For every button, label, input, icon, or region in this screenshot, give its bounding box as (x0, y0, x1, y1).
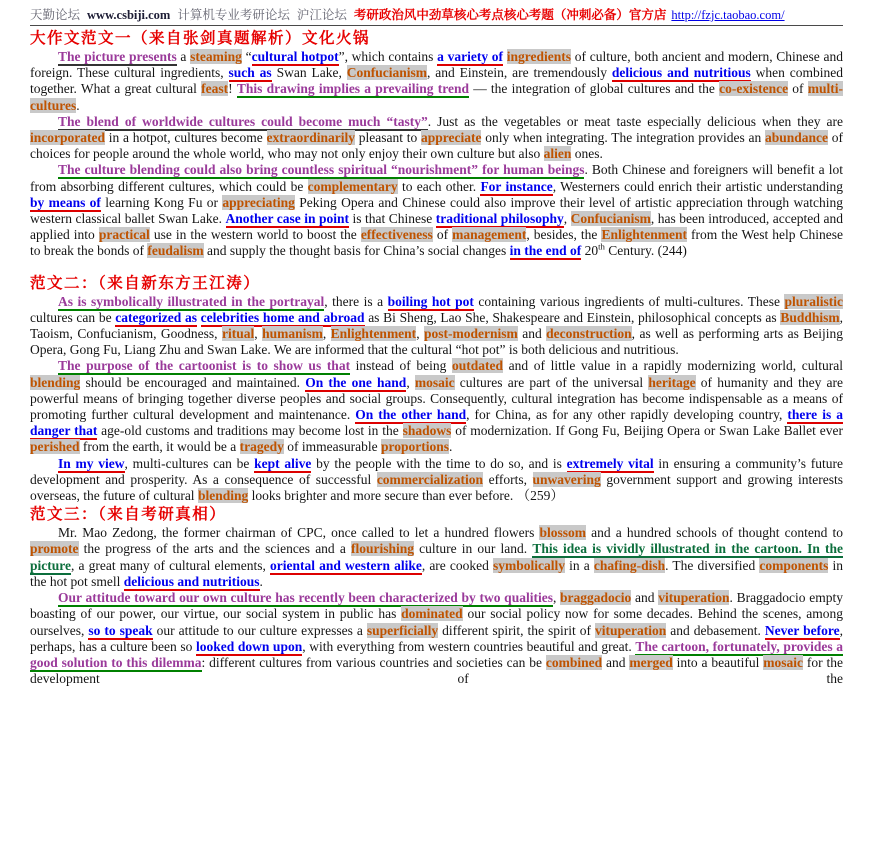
text-run: in the hot pot smell (30, 557, 843, 589)
text-run: , Westerners could enrich their artistic understanding (552, 178, 843, 194)
highlighted-keyword: vituperation (658, 590, 730, 606)
highlighted-keyword: post-modernism (424, 326, 518, 342)
section-heading: 大作文范文一（来自张剑真题解析）文化火锅 (30, 30, 371, 47)
text-run: only when integrating. The integration provides an (481, 130, 765, 146)
highlighted-keyword: feast (201, 81, 229, 97)
forum-link-cs-kaoyan: 计算机专业考研论坛 (177, 8, 290, 22)
text-run: of choices for people around the whole world, who may not only enjoy their own culture but also (30, 130, 844, 162)
forum-link-hujiang: 沪江论坛 (296, 8, 347, 22)
text-run: Peking Opera and Chinese could also improve their level of artistic appreciation through watching western classical ballet Swan Lake. (30, 194, 843, 227)
text-run: . The diversified (665, 557, 760, 573)
text-run: and (517, 326, 547, 342)
text-run: containing various ingredients of multi-cultures. These (473, 293, 785, 309)
taobao-shop-link[interactable]: http://fzjc.taobao.com/ (671, 8, 785, 22)
key-phrase: In my view (58, 455, 125, 471)
text-run: , perhaps, has a culture been so (30, 622, 844, 654)
text-run: , Taoism, Confucianism, Goodness, (30, 309, 844, 342)
text-run: is that Chinese (349, 211, 436, 227)
highlighted-keyword: practical (98, 227, 150, 243)
text-run: and (631, 590, 659, 606)
text-run: cultures are part of the universal (454, 374, 649, 390)
highlighted-keyword: pluralistic (784, 293, 843, 309)
highlighted-keyword: co-existence (719, 81, 789, 97)
text-run: by the people with the time to do so, and is (311, 455, 567, 471)
text-run: 20 (581, 243, 599, 259)
highlighted-keyword: abundance (764, 130, 829, 146)
highlighted-keyword: mosaic (414, 374, 455, 390)
highlighted-keyword: merged (629, 654, 673, 670)
key-phrase: there is a danger that (30, 407, 843, 439)
highlighted-keyword: perished (30, 439, 80, 455)
text-run: from the West help Chinese to break the bonds of (30, 227, 843, 259)
text-run: . (76, 97, 80, 113)
section-heading: 范文三：（来自考研真相） (30, 506, 227, 524)
text-run: , a great many of cultural elements, (71, 557, 270, 573)
key-phrase: On the one hand (305, 374, 407, 390)
text-run: : different cultures from various countries and societies can be (201, 654, 546, 670)
highlighted-keyword: chafing-dish (593, 557, 666, 573)
key-phrase: extremely vital (566, 455, 654, 471)
highlighted-keyword: alien (543, 146, 572, 162)
text-run: , (254, 326, 263, 342)
template-sentence: The blend of worldwide cultures could become much “tasty” (58, 113, 428, 129)
text-run: when combined together. What a great cultural (30, 65, 844, 97)
highlighted-keyword: braggadocio (560, 590, 632, 606)
highlighted-keyword: ingredients (506, 49, 572, 64)
text-run: Century. (244) (604, 243, 687, 259)
text-run: . (448, 439, 453, 455)
text-run: cultures can be (30, 309, 116, 325)
text-run: — the integration of global cultures and the (468, 81, 720, 97)
highlighted-keyword: proportions (380, 439, 449, 455)
highlighted-keyword: blending (30, 374, 81, 390)
text-run: , and Einstein, are tremendously (427, 65, 612, 81)
highlighted-keyword: extraordinarily (266, 130, 356, 146)
text-run: learning Kong Fu or (100, 194, 223, 210)
template-sentence: The culture blending could also bring countless spiritual “nourishment” for human beings (58, 162, 585, 178)
text-run: into a beautiful (672, 654, 764, 670)
text-run: , with everything from western countries beautiful and great. (302, 638, 636, 654)
text-run: Mr. Mao Zedong, the former chairman of CPC, once called to let a hundred flowers (58, 525, 540, 541)
key-phrase: looked down upon (195, 638, 303, 654)
key-phrase: For instance (480, 178, 553, 194)
text-run: ones. (571, 146, 603, 162)
key-phrase: cultural hotpot (251, 49, 339, 64)
superscript: th (598, 241, 605, 252)
paragraph (30, 114, 843, 163)
template-sentence: This drawing implies a prevailing trend (236, 81, 469, 97)
key-phrase: Another case in point (225, 211, 349, 227)
text-run: , for China, as for any other rapidly developing country, (466, 407, 788, 423)
text-run: use in the western world to boost the (149, 227, 361, 243)
highlighted-keyword: appreciate (420, 130, 482, 146)
text-run: of modernization. If Gong Fu, Beijing Opera or Swan Lake Ballet ever (451, 423, 843, 439)
highlighted-keyword: commercialization (376, 471, 484, 487)
key-phrase: On the other hand (355, 407, 467, 423)
highlighted-keyword: Confucianism (570, 211, 651, 227)
blank-line (30, 260, 843, 273)
page-header (30, 8, 843, 26)
text-run: pleasant to (355, 130, 421, 146)
key-phrase: such as (228, 65, 272, 81)
highlighted-keyword: superficially (366, 622, 439, 638)
paragraph (30, 525, 843, 590)
highlighted-keyword: combined (545, 654, 603, 670)
text-run: age-old customs and traditions may become lost in the (97, 423, 403, 439)
text-run: , (563, 211, 571, 227)
highlighted-keyword: effectiveness (360, 227, 433, 243)
highlighted-keyword: blending (197, 488, 249, 504)
text-run: instead of being (350, 358, 453, 374)
highlighted-keyword: Confucianism (346, 65, 427, 81)
text-run: as Bi Sheng, Lao She, Shakespeare and Einstein, philosophical concepts as (364, 309, 781, 325)
paragraph (30, 162, 843, 259)
key-phrase: by means of (30, 194, 101, 210)
highlighted-keyword: Enlightenment (330, 326, 417, 342)
highlighted-keyword: promote (30, 541, 79, 557)
text-run: , has been introduced, accepted and applied into (30, 211, 843, 243)
highlighted-keyword: multi-cultures (30, 81, 844, 113)
paragraph (30, 456, 843, 505)
paragraph (30, 358, 843, 455)
paragraph (30, 590, 843, 687)
text-run: in a (565, 557, 594, 573)
highlighted-keyword: management (452, 227, 527, 243)
text-run: to each other. (397, 178, 481, 194)
highlighted-keyword: vituperation (595, 622, 667, 638)
highlighted-keyword: blossom (539, 525, 586, 541)
text-run: , (406, 374, 415, 390)
text-run: . Braggadocio empty boasting of our power, our virtue, our social system in public has (30, 590, 843, 622)
text-run: . Both Chinese and foreigners will benefit a lot from absorbing different cultures, which could be (30, 162, 843, 194)
highlighted-keyword: dominated (401, 606, 463, 622)
text-run: our social policy now for some decades. Behind the scenes, among ourselves, (30, 606, 843, 638)
paragraph (30, 294, 843, 359)
text-run: of culture, both ancient and modern, Chinese and foreign. These cultural ingredients, (30, 49, 843, 81)
text-run: should be encouraged and maintained. (80, 374, 306, 390)
highlighted-keyword: mosaic (763, 654, 804, 670)
text-run: , besides, the (526, 227, 602, 243)
text-run: efforts, (483, 471, 533, 487)
text-run: and supply the thought basis for China’s social changes (203, 243, 510, 259)
section-heading: 范文二：（来自新东方王江涛） (30, 274, 261, 292)
highlighted-keyword: feudalism (147, 243, 204, 259)
text-run: , as well as performing arts as Beijing Opera, Gong Fu, Liang Zhu and Swan Lake. We are informed that the cultural “hot pot” is both delicious and nutritious. (30, 326, 844, 358)
text-run: and a hundred schools of thought contend to (585, 525, 843, 541)
key-phrase: boiling hot pot (387, 293, 474, 309)
text-run: and debasement. (666, 622, 765, 638)
text-run: , (552, 590, 561, 606)
text-run: from the earth, it would be a (79, 439, 240, 455)
highlighted-keyword: tragedy (239, 439, 284, 455)
highlighted-keyword: steaming (190, 49, 242, 64)
template-sentence: Our attitude toward our own culture has recently been characterized by two qualities (58, 590, 553, 606)
text-run: ”, which contains (338, 49, 438, 64)
text-run: . Just as the vegetables or meat taste especially delicious when they are (427, 113, 843, 129)
text-run: Swan Lake, (271, 65, 347, 81)
text-run: . (259, 573, 263, 589)
highlighted-keyword: Buddhism (780, 309, 840, 325)
highlighted-keyword: deconstruction (546, 326, 632, 342)
forum-url-csbiji: www.csbiji.com (87, 8, 171, 22)
text-run: looks brighter and more secure than ever before. （259） (248, 488, 564, 504)
document-body (30, 29, 843, 687)
key-phrase: delicious and nutritious (123, 573, 260, 589)
template-sentence: The picture presents (58, 49, 177, 64)
key-phrase: Never before (764, 622, 840, 638)
key-phrase: kept alive (254, 455, 312, 471)
text-run: , multi-cultures can be (124, 455, 255, 471)
text-run: in a hotpot, cultures become (105, 130, 267, 146)
text-run: , there is a (324, 293, 388, 309)
text-run: and (602, 654, 630, 670)
forum-link-tianqin: 天勤论坛 (30, 8, 81, 22)
text-run: , (416, 326, 425, 342)
promo-text: 考研政治风中劲草核心考点核心考题（冲刺必备）官方店 (353, 8, 667, 22)
text-run: ! (228, 81, 237, 97)
text-run: for the development of the (30, 654, 843, 687)
highlighted-keyword: appreciating (222, 194, 295, 210)
key-phrase: so to speak (88, 622, 153, 638)
text-run: of (432, 227, 453, 243)
key-phrase: in the end of (509, 243, 582, 259)
text-run: in ensuring a community’s future development and prosperity. As a consequence of successful (30, 455, 844, 487)
text-run: and of little value in a rapidly modernizing world, cultural (503, 358, 843, 374)
text-run: a (176, 49, 191, 64)
key-phrase: celebrities home and abroad (200, 309, 365, 325)
key-phrase: a variety of (437, 49, 504, 64)
highlighted-keyword: humanism (262, 326, 323, 342)
template-sentence: As is symbolically illustrated in the portrayal (58, 293, 325, 309)
highlighted-keyword: complementary (307, 178, 398, 194)
key-phrase: oriental and western alike (269, 557, 422, 573)
template-sentence: The cartoon, fortunately, provides a good solution to this dilemma (30, 638, 843, 670)
text-run: “ (241, 49, 252, 64)
highlighted-keyword: shadows (402, 423, 452, 439)
highlighted-keyword: symbolically (493, 557, 566, 573)
highlighted-keyword: ritual (221, 326, 255, 342)
highlighted-keyword: incorporated (30, 130, 105, 146)
text-run: different spirit, the spirit of (438, 622, 596, 638)
highlighted-keyword: heritage (648, 374, 696, 390)
text-run: culture in our land. (414, 541, 533, 557)
text-run: , (322, 326, 331, 342)
text-run: of (788, 81, 808, 97)
template-sentence: This idea is vividly illustrated in the cartoon. In the picture (30, 541, 843, 573)
text-run: of immeasurable (283, 439, 381, 455)
highlighted-keyword: flourishing (350, 541, 414, 557)
highlighted-keyword: components (759, 557, 829, 573)
text-run: the progress of the arts and the sciences and a (78, 541, 351, 557)
key-phrase: categorized as (115, 309, 197, 325)
template-sentence: The purpose of the cartoonist is to show us that (58, 358, 351, 374)
paragraph (30, 49, 843, 114)
text-run: government support and growing interests overseas, the future of cultural (30, 471, 843, 504)
text-run: , are cooked (421, 557, 494, 573)
highlighted-keyword: Enlightenment (601, 227, 687, 243)
text-run: of humanity and they are powerful means of bringing together diverse peoples and social groups. Consequently, cultural integration has become indispensable as a means of promoting further cultural development and maintenance. (30, 374, 843, 423)
key-phrase: traditional philosophy (435, 211, 564, 227)
text-run: our attitude to our culture expresses a (152, 622, 367, 638)
key-phrase: delicious and nutritious (611, 65, 751, 81)
highlighted-keyword: unwavering (532, 471, 601, 487)
highlighted-keyword: outdated (452, 358, 504, 374)
